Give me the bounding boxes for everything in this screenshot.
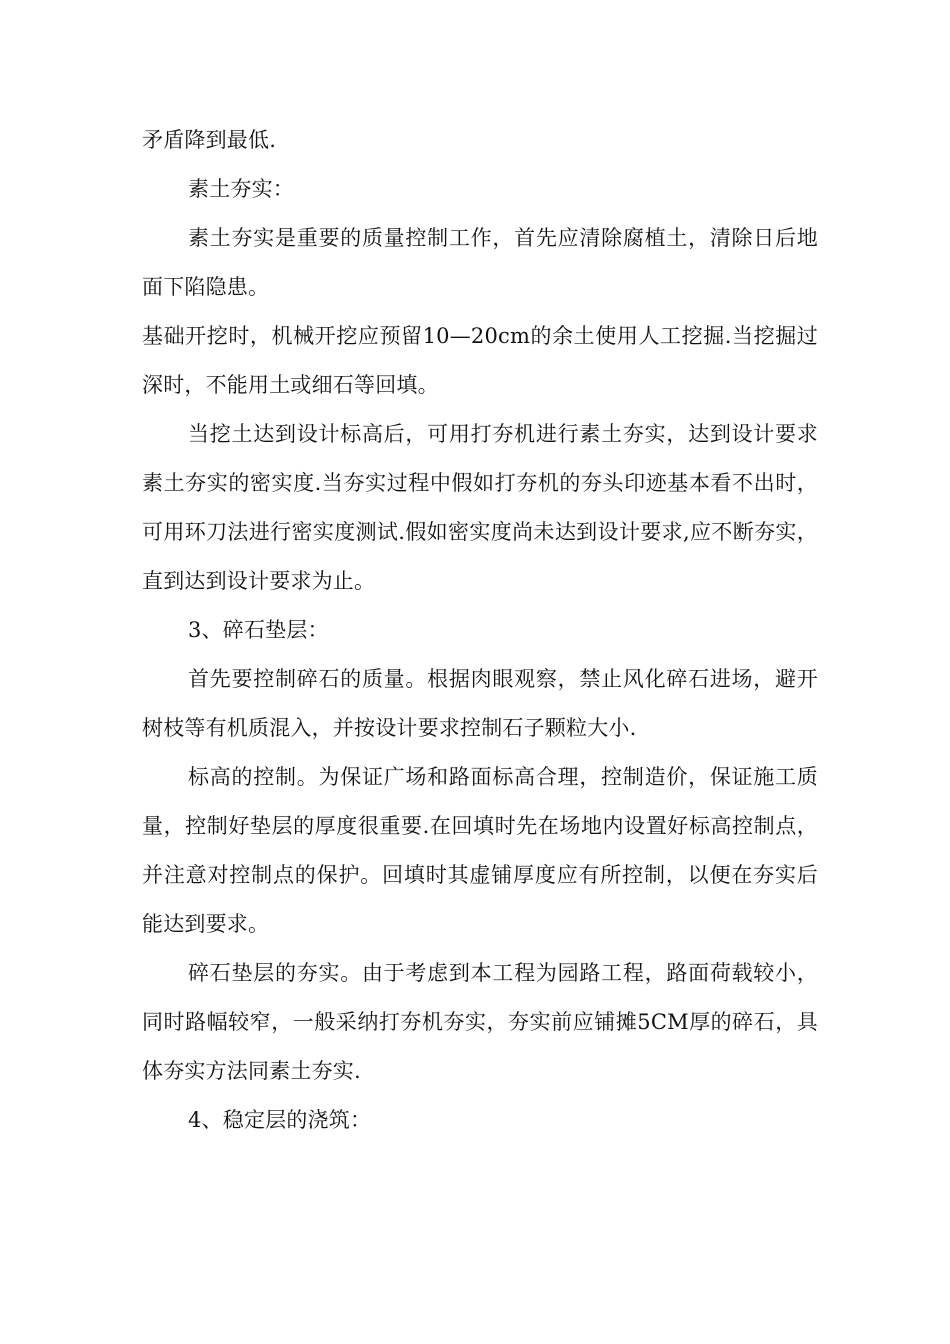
paragraph-elevation-control: 标高的控制。为保证广场和路面标高合理，控制造价，保证施工质量，控制好垫层的厚度很重要.在回填时先在场地内设置好标高控制点，并注意对控制点的保护。回填时其虚铺厚度应有所控制，以便在夯实后能达到要求。 xyxy=(142,765,818,936)
paragraph-gravel-quality: 首先要控制碎石的质量。根据肉眼观察，禁止风化碎石进场，避开树枝等有机质混入，并按设计要求控制石子颗粒大小. xyxy=(142,667,818,740)
paragraph-continuation: 矛盾降到最低. xyxy=(142,128,277,152)
paragraph-compaction-method: 当挖土达到设计标高后，可用打夯机进行素土夯实，达到设计要求素土夯实的密实度.当夯实过程中假如打夯机的夯头印迹基本看不出时，可用环刀法进行密实度测试.假如密实度尚未达到设计要求,应不断夯实，直到达到设计要求为止。 xyxy=(142,422,818,593)
paragraph-gravel-compaction: 碎石垫层的夯实。由于考虑到本工程为园路工程，路面荷载较小，同时路幅较窄，一般采纳打夯机夯实，夯实前应铺摊5CM厚的碎石，具体夯实方法同素土夯实. xyxy=(142,961,818,1083)
heading-stable-layer-pouring: 4、稳定层的浇筑： xyxy=(188,1108,372,1132)
paragraph-foundation-excavation: 基础开挖时，机械开挖应预留10—20cm的余土使用人工挖掘.当挖掘过深时，不能用土或细石等回填。 xyxy=(142,324,818,397)
heading-gravel-cushion: 3、碎石垫层： xyxy=(188,618,329,642)
paragraph-soil-compaction-intro: 素土夯实是重要的质量控制工作，首先应清除腐植土，清除日后地面下陷隐患。 xyxy=(142,226,818,299)
heading-plain-soil-compaction: 素土夯实： xyxy=(188,177,294,201)
